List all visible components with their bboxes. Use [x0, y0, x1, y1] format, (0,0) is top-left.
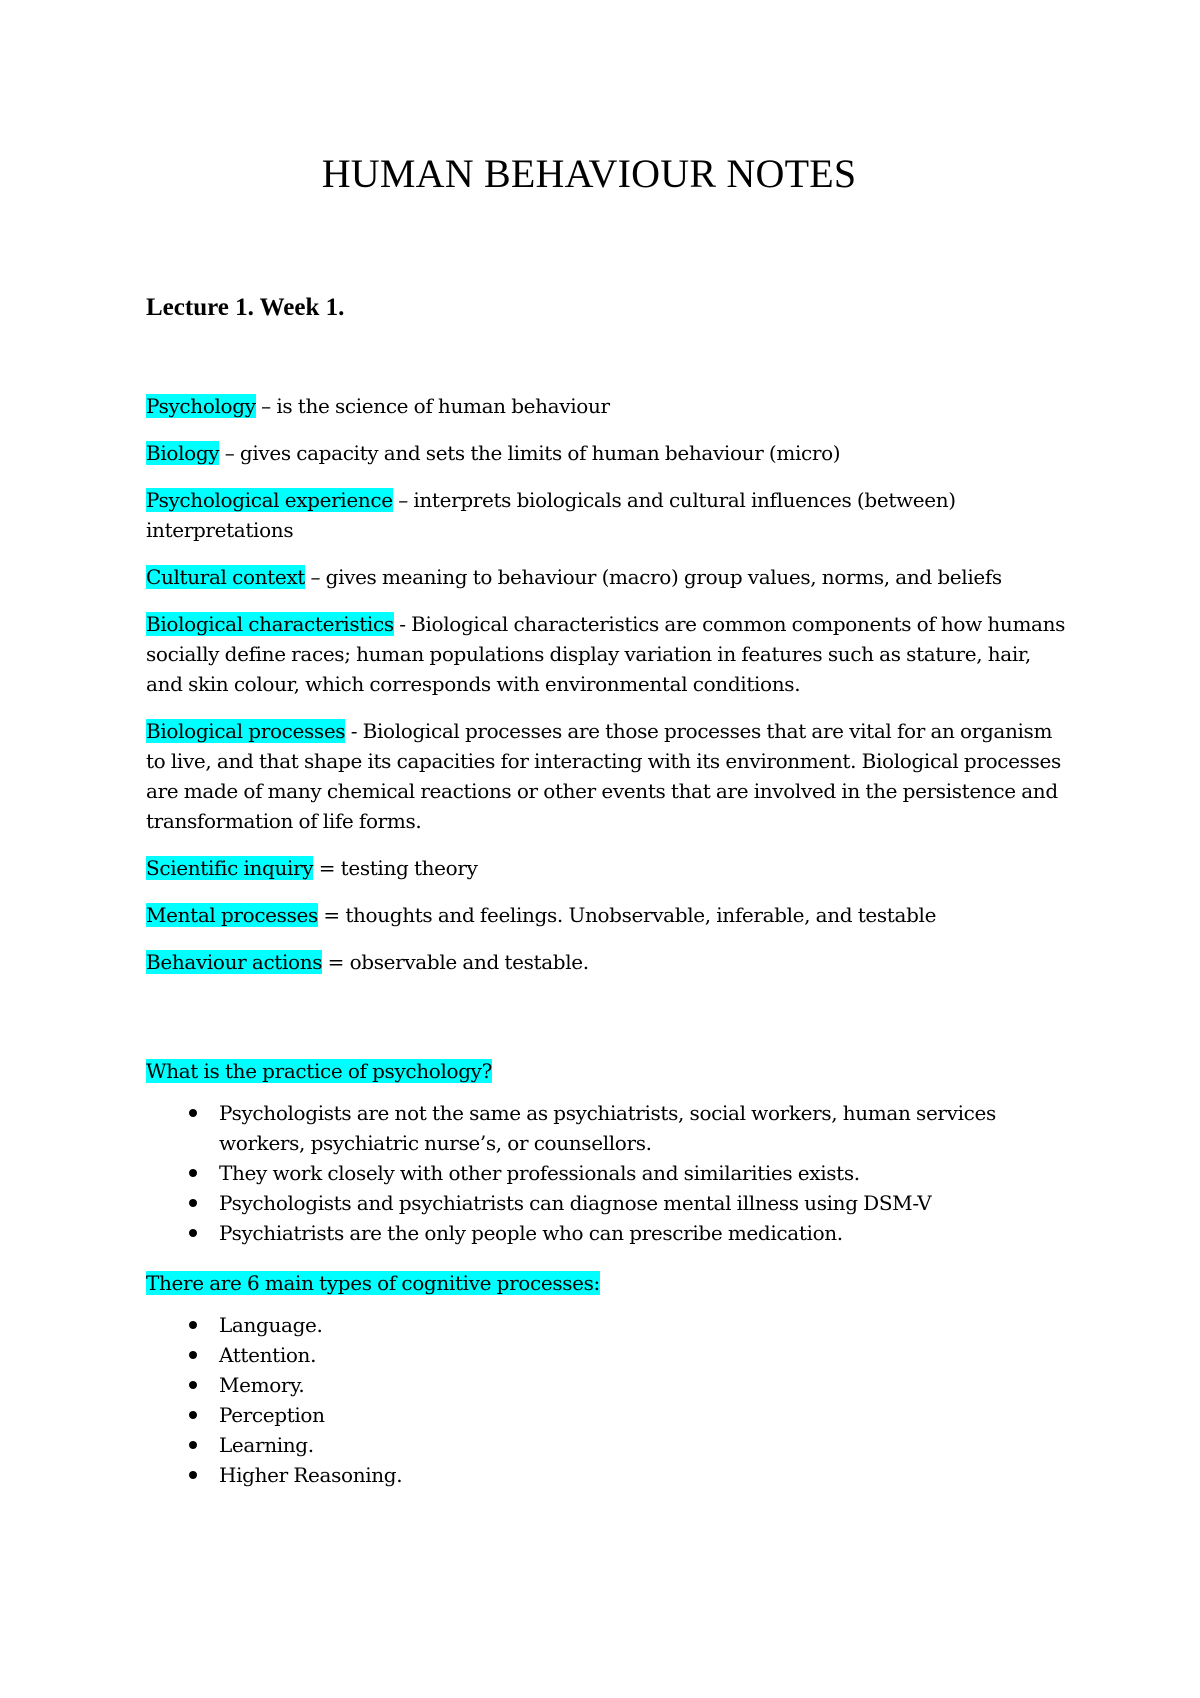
definition-paragraph	[146, 947, 1066, 977]
list-item	[146, 1460, 1066, 1490]
bullet-icon	[189, 1109, 197, 1117]
list-item	[146, 1158, 1066, 1188]
definition-text: - Biological characteristics are common components of how humans socially define races; human populations display variation in features such as stature, hair, and skin colour, which corresponds with environmental conditions.	[146, 612, 1066, 696]
definition-paragraph	[146, 391, 1066, 421]
highlighted-term: Scientific inquiry	[146, 856, 314, 880]
definition-text: = observable and testable.	[322, 950, 589, 974]
highlighted-term: Behaviour actions	[146, 950, 323, 974]
bullet-icon	[189, 1351, 197, 1359]
highlighted-term: Biology	[146, 441, 220, 465]
definition-text: = thoughts and feelings. Unobservable, inferable, and testable	[317, 903, 937, 927]
definition-text: – gives capacity and sets the limits of human behaviour (micro)	[219, 441, 841, 465]
bullet-icon	[189, 1229, 197, 1237]
definition-paragraph	[146, 853, 1066, 883]
definition-paragraph	[146, 900, 1066, 930]
definition-text: - Biological processes are those processes that are vital for an organism to live, and that shape its capacities for interacting with its environment. Biological processes are made of many chemical reactions or other events that are involved in the persistence and transformation of life forms.	[146, 719, 1061, 833]
list-item	[146, 1310, 1066, 1340]
definition-paragraph	[146, 438, 1066, 468]
document-title: HUMAN BEHAVIOUR NOTES	[321, 151, 857, 196]
highlighted-term: Psychological experience	[146, 488, 393, 512]
lecture-heading: Lecture 1. Week 1.	[146, 294, 345, 321]
list-item-text: Memory.	[219, 1373, 305, 1397]
practice-section-heading	[146, 1056, 1066, 1086]
cognitive-list	[146, 1310, 1066, 1490]
list-item-text: Psychiatrists are the only people who can prescribe medication.	[219, 1221, 843, 1245]
list-item-text: Psychologists are not the same as psychiatrists, social workers, human services workers, psychiatric nurse’s, or counsellors.	[219, 1101, 996, 1155]
bullet-icon	[189, 1199, 197, 1207]
list-item	[146, 1430, 1066, 1460]
section-spacer	[146, 994, 1066, 1056]
highlighted-heading: There are 6 main types of cognitive processes:	[146, 1271, 600, 1295]
list-item-text: Higher Reasoning.	[219, 1463, 403, 1487]
bullet-icon	[189, 1169, 197, 1177]
highlighted-term: Cultural context	[146, 565, 305, 589]
list-item-text: Psychologists and psychiatrists can diagnose mental illness using DSM-V	[219, 1191, 932, 1215]
list-item-text: Learning.	[219, 1433, 314, 1457]
bullet-icon	[189, 1411, 197, 1419]
definition-paragraph	[146, 609, 1066, 699]
bullet-icon	[189, 1471, 197, 1479]
list-item-text: They work closely with other professionals and similarities exists.	[219, 1161, 860, 1185]
highlighted-heading: What is the practice of psychology?	[146, 1059, 493, 1083]
list-item	[146, 1218, 1066, 1248]
practice-list	[146, 1098, 1066, 1248]
list-item	[146, 1188, 1066, 1218]
list-item-text: Attention.	[219, 1343, 317, 1367]
bullet-icon	[189, 1381, 197, 1389]
list-item	[146, 1098, 1066, 1158]
bullet-icon	[189, 1441, 197, 1449]
highlighted-term: Psychology	[146, 394, 256, 418]
list-item	[146, 1400, 1066, 1430]
definition-text: – interprets biologicals and cultural influences (between) interpretations	[146, 488, 956, 542]
definition-text: – gives meaning to behaviour (macro) group values, norms, and beliefs	[304, 565, 1002, 589]
list-item-text: Perception	[219, 1403, 325, 1427]
list-item-text: Language.	[219, 1313, 323, 1337]
cognitive-section-heading	[146, 1268, 1066, 1298]
definition-text: = testing theory	[313, 856, 478, 880]
highlighted-term: Mental processes	[146, 903, 318, 927]
definition-text: – is the science of human behaviour	[255, 394, 610, 418]
definition-paragraph	[146, 562, 1066, 592]
definition-paragraph	[146, 716, 1066, 836]
list-item	[146, 1340, 1066, 1370]
highlighted-term: Biological characteristics	[146, 612, 394, 636]
bullet-icon	[189, 1321, 197, 1329]
list-item	[146, 1370, 1066, 1400]
definition-paragraph	[146, 485, 1066, 545]
notes-body	[146, 391, 1066, 1510]
highlighted-term: Biological processes	[146, 719, 346, 743]
